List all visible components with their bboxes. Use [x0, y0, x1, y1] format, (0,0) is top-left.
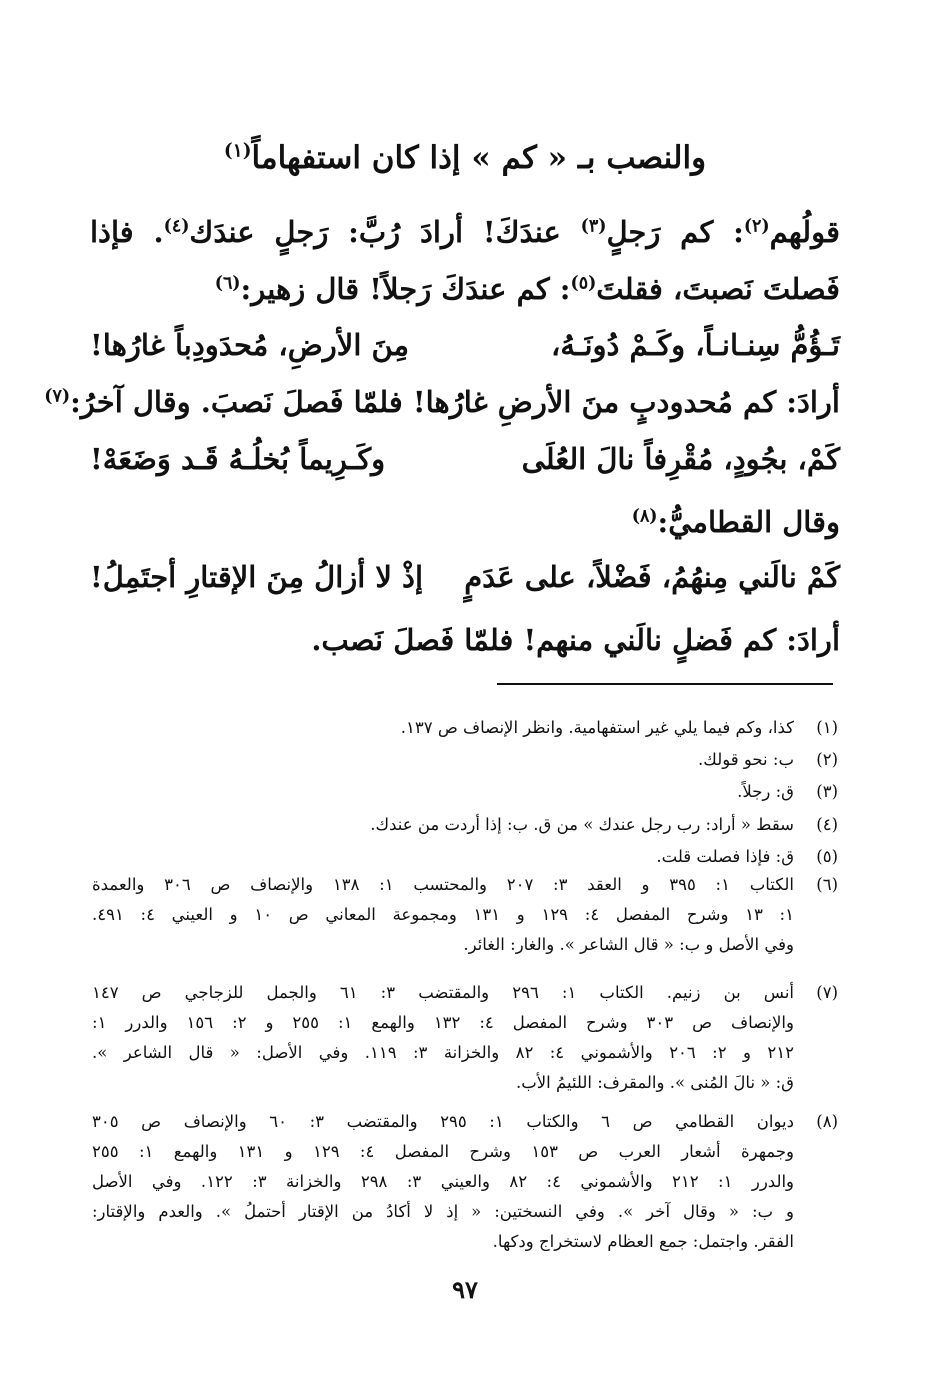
footnote-text: ق: رجلاً.: [737, 782, 794, 801]
body-line: [90, 215, 840, 250]
footnote-number: (٨): [816, 1112, 838, 1131]
body-text: عندَكَ! أرادَ رُبَّ: رَجلٍ عندَك: [189, 215, 581, 249]
footnote-line: ق: « نالَ المُنى ». والمقرف: اللئيمُ الأب.: [515, 1073, 794, 1092]
body-text: وقال القطاميُّ:: [657, 505, 840, 539]
footnote-number: (٣): [816, 782, 838, 801]
footnote-line: ديوان القطامي ص ٦ والكتاب ١: ٢٩٥ والمقتضب ٣: ٦٠ والإنصاف ص ٣٠٥: [92, 1112, 794, 1131]
footnote-line: و ب: « وقال آخر ». وفي النسختين: « إذ لا أكادُ من الإقتار أحتملُ ». والعدم والإقتار:: [92, 1202, 794, 1221]
verse-hemistich-second: مِنَ الأرضِ، مُحدَودِباً غارُها!: [90, 328, 410, 362]
footnote-text: ب: نحو قولك.: [698, 750, 794, 769]
footnote-ref: (١): [223, 140, 252, 162]
footnote-number: (١): [816, 718, 838, 737]
body-text: : كم عندَكَ رَجلاً! قال زهير:: [240, 272, 571, 306]
body-text: قولُهم: [769, 215, 840, 249]
body-text: أرادَ: كم مُحدودبٍ منَ الأرضِ غارُها! فلمّا فَصلَ نَصبَ. وقال آخرُ:: [70, 385, 840, 419]
footnote-number: (٦): [816, 875, 838, 894]
page-number: ٩٧: [452, 1275, 478, 1304]
footnote-ref: (٨): [631, 506, 658, 527]
footnote-ref: (٢): [743, 216, 770, 237]
footnote-number: (٥): [816, 847, 838, 866]
footnote-text: سقط « أراد: رب رجل عندك » من ق. ب: إذا أردت من عندك.: [370, 815, 794, 834]
footnote-ref: (٣): [580, 216, 607, 237]
body-line: [90, 272, 840, 307]
footnote: [92, 718, 838, 742]
verse-line: [90, 560, 840, 600]
verse-line: [90, 328, 840, 368]
body-text: : كم رَجلٍ: [606, 215, 744, 249]
footnote-line: الكتاب ١: ٣٩٥ و العقد ٣: ٢٠٧ والمحتسب ١: ١٣٨ والإنصاف ص ٣٠٦ والعمدة: [92, 875, 794, 894]
verse-hemistich-second: وكَـرِيماً بُخلُـهُ قَـد وَضَعَهْ!: [90, 442, 386, 476]
footnote-text: ق: فإذا فصلت قلت.: [656, 847, 794, 866]
footnote: [92, 815, 838, 839]
footnote-line: ١: ١٣ وشرح المفصل ٤: ١٢٩ و ١٣١ ومجموعة المعاني ص ١٠ و العيني ٤: ٤٩١.: [92, 905, 794, 924]
footnote-ref: (٦): [214, 273, 241, 294]
footnote-number: (٤): [816, 815, 838, 834]
footnote: [92, 847, 838, 871]
footnote: [92, 875, 838, 965]
section-title-text: والنصب بـ « كم » إذا كان استفهاماً: [251, 140, 707, 176]
footnote-divider: [497, 683, 833, 685]
footnote-line: والإنصاف ص ٣٠٣ وشرح المفصل ٤: ١٣٢ والهمع ١: ٢٥٥ و ٢: ١٥٦ والدرر ١:: [92, 1013, 794, 1032]
section-title: [0, 140, 930, 176]
verse-hemistich-first: كَمْ نالَني مِنهُمُ، فَضْلاً، على عَدَمٍ: [464, 560, 840, 594]
footnote-ref: (٥): [570, 273, 597, 294]
footnote-text: كذا، وكم فيما يلي غير استفهامية. وانظر الإنصاف ص ١٣٧.: [400, 718, 794, 737]
footnote-line: والدرر ١: ٢١٢ والأشموني ٤: ٨٢ والعيني ٣: ٢٩٨ والخزانة ٣: ١٢٢. وفي الأصل: [92, 1172, 795, 1191]
footnote: [92, 1112, 838, 1262]
body-text: أرادَ: كم فَضلٍ نالَني منهم! فلمّا فَصلَ نَصب.: [311, 623, 840, 657]
verse-hemistich-second: إذْ لا أزالُ مِنَ الإقتارِ أجتَمِلُ!: [90, 560, 424, 594]
verse-line: [90, 442, 840, 482]
footnote: [92, 782, 838, 806]
footnote-number: (٢): [816, 750, 838, 769]
verse-hemistich-first: كَمْ، بجُودٍ، مُقْرِفاً نالَ العُلَى: [521, 442, 840, 476]
footnote-line: وجمهرة أشعار العرب ص ١٥٣ وشرح المفصل ٤: ١٢٩ و ١٣١ والهمع ١: ٢٥٥: [92, 1142, 794, 1161]
footnote-line: أنس بن زنيم. الكتاب ١: ٢٩٦ والمقتضب ٣: ٦١ والجمل للزجاجي ص ١٤٧: [92, 983, 795, 1002]
footnote-line: وفي الأصل و ب: « قال الشاعر ». والغار: الغائر.: [463, 935, 794, 954]
body-line: [90, 623, 840, 658]
footnote-ref: (٤): [163, 216, 190, 237]
body-line: [44, 385, 840, 420]
body-text: . فإذا: [90, 215, 164, 249]
footnote: [92, 750, 838, 774]
verse-hemistich-first: تَـؤُمُّ سِنـانـاً، وكَـمْ دُونَـهُ،: [551, 328, 840, 362]
footnote: [92, 983, 838, 1103]
body-text: فَصلتَ نَصبتَ، فقلتَ: [596, 272, 840, 306]
footnote-number: (٧): [816, 983, 838, 1002]
footnote-line: الفقر. واجتمل: جمع العظام لاستخراج ودكها.: [492, 1232, 794, 1251]
footnote-ref: (٧): [44, 386, 71, 407]
footnote-line: ٢١٢ و ٢: ٢٠٦ والأشموني ٤: ٨٢ والخزانة ٣: ١١٩. وفي الأصل: « قال الشاعر ».: [92, 1043, 794, 1062]
body-line: [90, 505, 840, 540]
